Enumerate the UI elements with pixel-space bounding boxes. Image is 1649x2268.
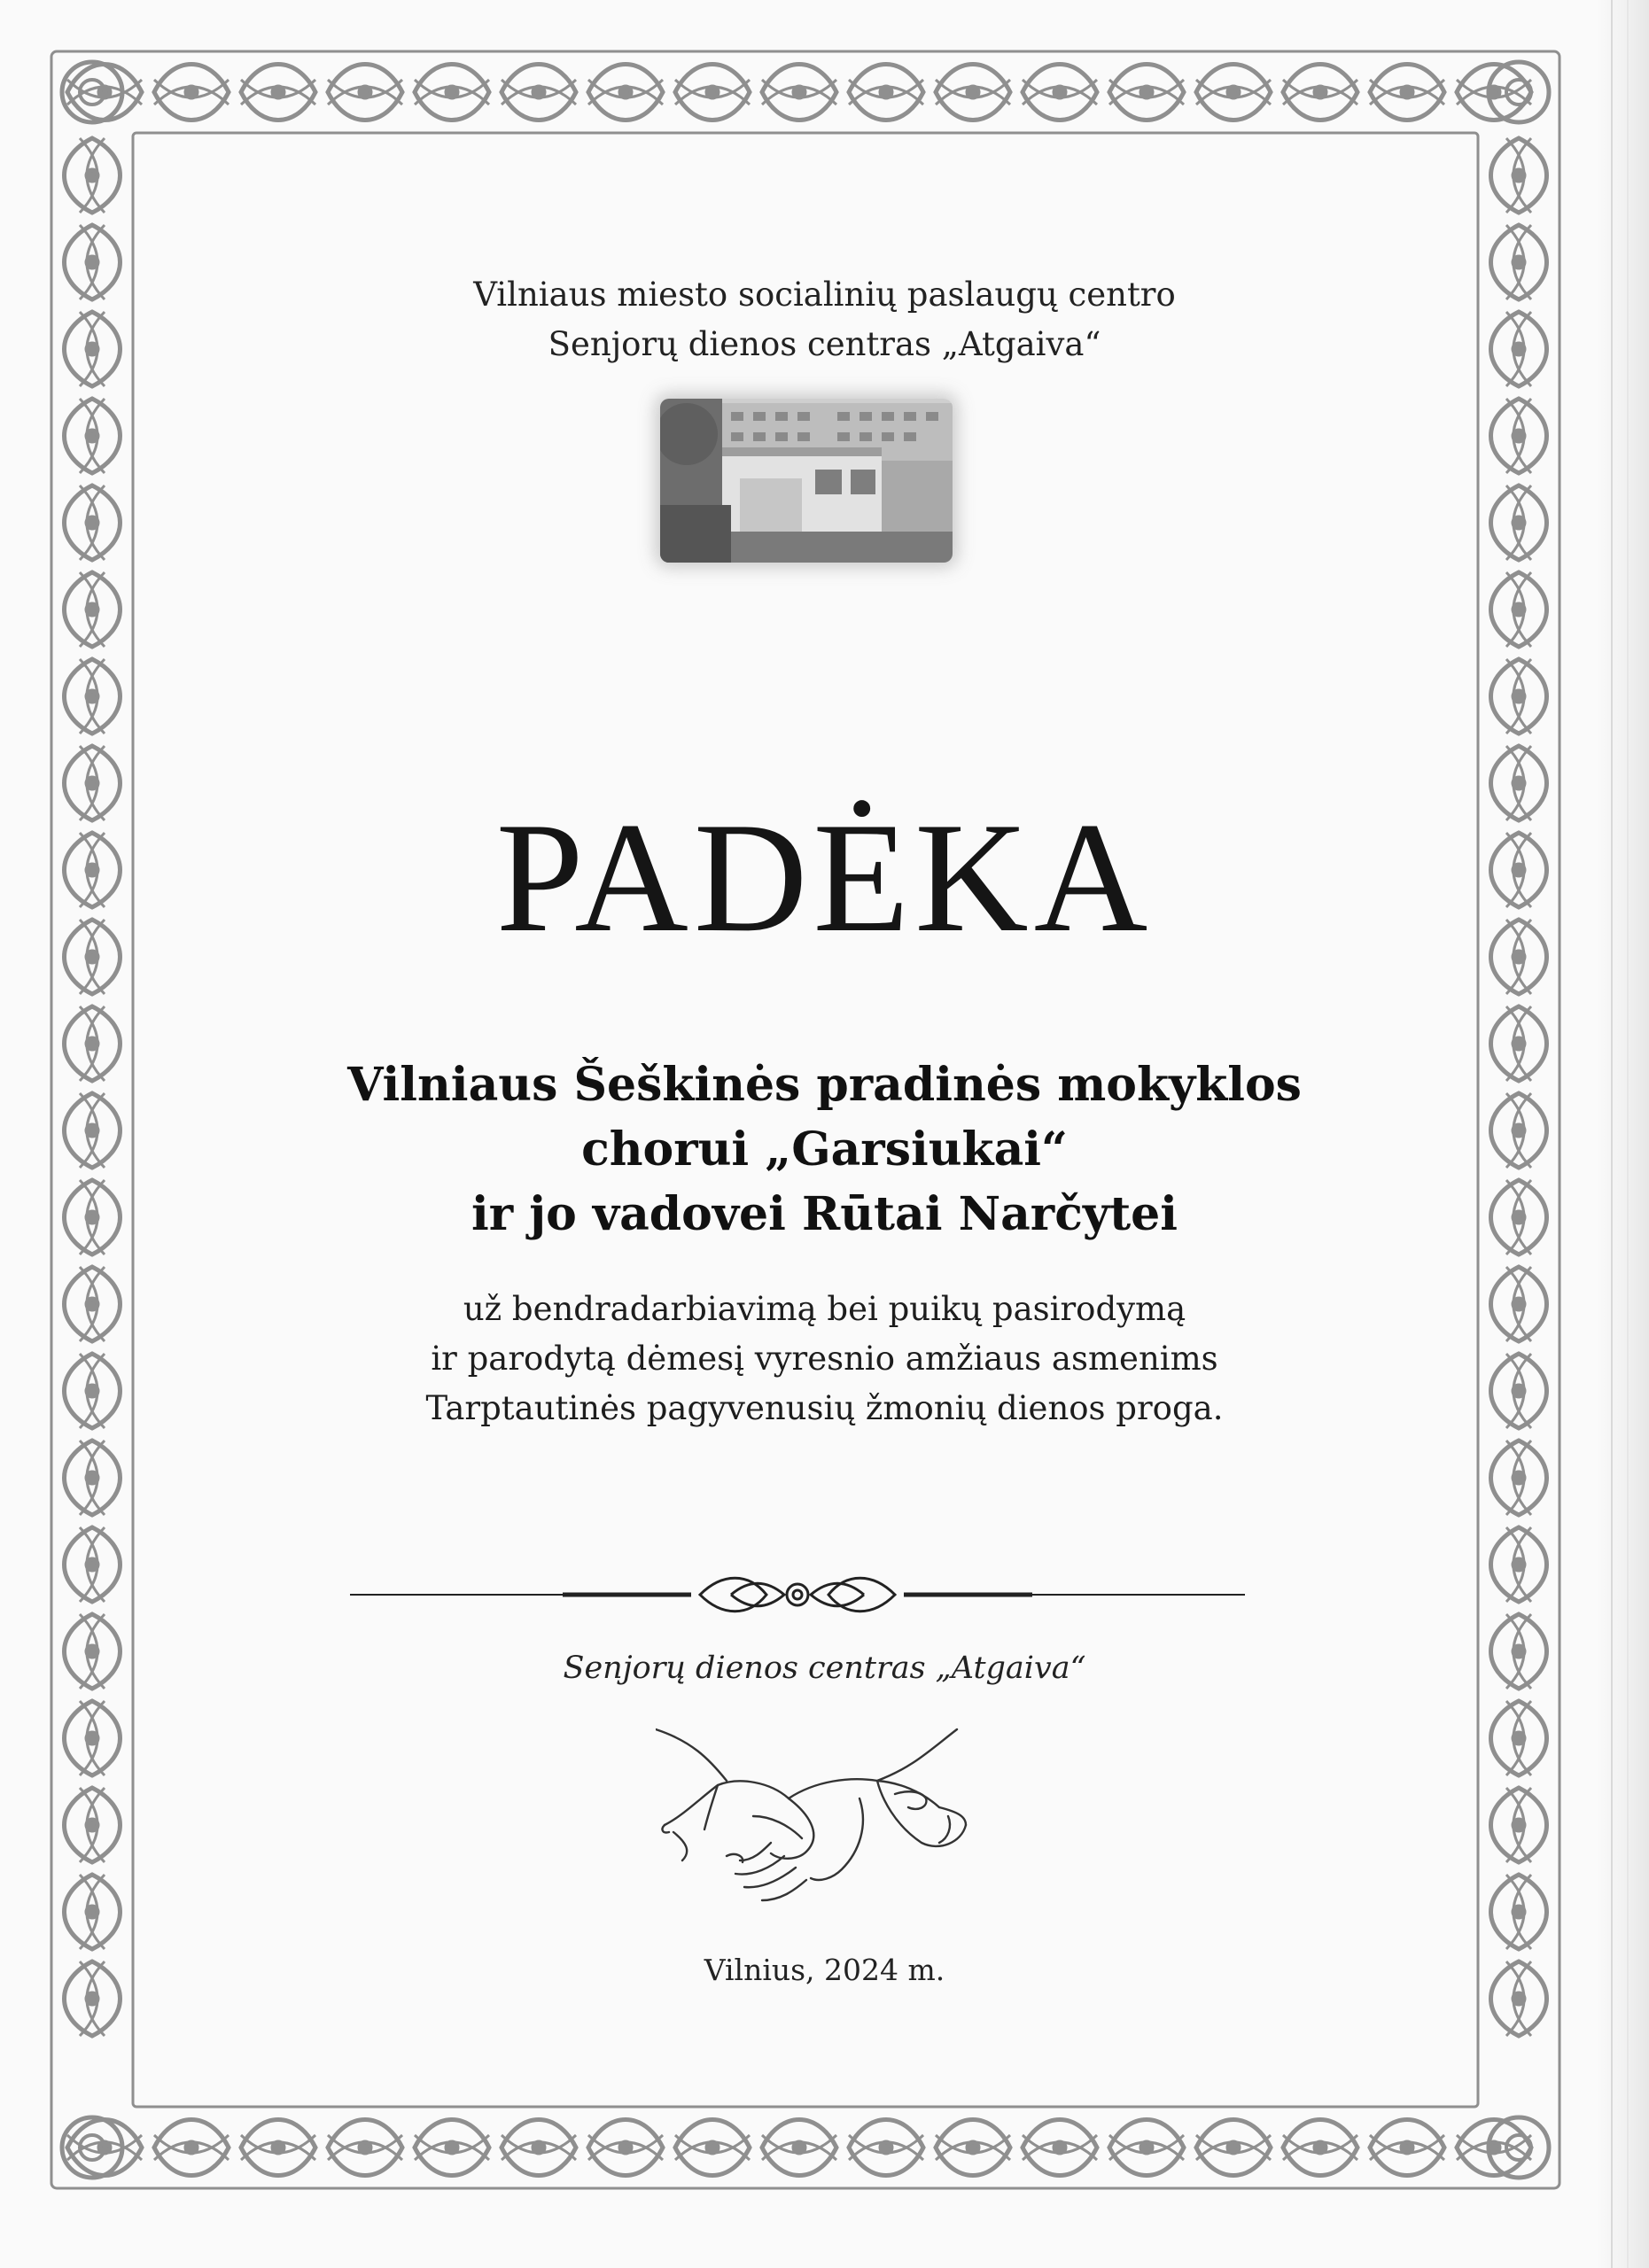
border-knot: [675, 2120, 750, 2176]
place-date: Vilnius, 2024 m.: [704, 1953, 945, 1987]
border-knot: [1196, 2120, 1271, 2176]
border-corner: [62, 62, 122, 122]
border-knot: [154, 2120, 229, 2176]
border-knot: [65, 1875, 121, 1949]
border-knot: [1491, 138, 1547, 213]
recipient-line-3: ir jo vadovei Rūtai Narčytei: [471, 1187, 1178, 1241]
border-knot: [65, 138, 121, 213]
issuer-line-1: Vilniaus miesto socialinių paslaugų centro: [473, 276, 1176, 314]
border-knot: [1370, 65, 1444, 120]
border-knot: [328, 2120, 402, 2176]
border-knot: [65, 485, 121, 560]
recipient-line-2: chorui „Garsiukai“: [581, 1122, 1068, 1177]
handshake-icon: [656, 1728, 975, 1905]
border-knot: [588, 65, 663, 120]
border-knot: [1491, 659, 1547, 734]
border-knot: [1283, 65, 1357, 120]
border-knot: [936, 2120, 1010, 2176]
border-knot: [1023, 65, 1097, 120]
reason-block: [0, 1285, 1649, 1433]
building-photo: [660, 399, 953, 563]
border-knot: [762, 2120, 836, 2176]
border-knot: [1491, 1788, 1547, 1862]
issuer-line-2: Senjorų dienos centras „Atgaiva“: [548, 325, 1101, 363]
border-knot: [849, 65, 923, 120]
border-knot: [1196, 65, 1271, 120]
reason-line-3: Tarptautinės pagyvenusių žmonių dienos proga.: [425, 1389, 1224, 1427]
border-knot: [241, 65, 315, 120]
border-knot: [1109, 2120, 1184, 2176]
border-knot: [65, 659, 121, 734]
signature-line: Senjorų dienos centras „Atgaiva“: [563, 1651, 1086, 1686]
border-knot: [849, 2120, 923, 2176]
border-knot: [1283, 2120, 1357, 2176]
border-corner: [1506, 2135, 1531, 2160]
issuer-header: [0, 270, 1649, 369]
border-knot: [1491, 399, 1547, 473]
border-knot: [1491, 485, 1547, 560]
border-knot: [1491, 1527, 1547, 1602]
border-knot: [762, 65, 836, 120]
border-knot: [415, 2120, 489, 2176]
border-knot: [65, 1527, 121, 1602]
border-knot: [1491, 1441, 1547, 1515]
border-knot: [1370, 2120, 1444, 2176]
border-corner: [1506, 80, 1531, 105]
border-knot: [1023, 2120, 1097, 2176]
border-knot: [65, 399, 121, 473]
border-knot: [1109, 65, 1184, 120]
border-knot: [936, 65, 1010, 120]
border-knot: [1491, 1875, 1547, 1949]
recipient-line-1: Vilniaus Šeškinės pradinės mokyklos: [347, 1058, 1302, 1112]
border-knot: [415, 65, 489, 120]
reason-line-1: už bendradarbiavimą bei puikų pasirodymą: [463, 1290, 1186, 1328]
border-knot: [154, 65, 229, 120]
recipient-block: [0, 1052, 1649, 1247]
border-knot: [65, 572, 121, 647]
border-knot: [502, 65, 576, 120]
border-knot: [588, 2120, 663, 2176]
border-knot: [1491, 1701, 1547, 1775]
ornamental-divider-icon: [350, 1564, 1245, 1626]
border-knot: [65, 1701, 121, 1775]
border-knot: [502, 2120, 576, 2176]
border-knot: [241, 2120, 315, 2176]
reason-line-2: ir parodytą dėmesį vyresnio amžiaus asmenims: [431, 1340, 1218, 1378]
border-knot: [675, 65, 750, 120]
border-corner: [62, 2117, 122, 2178]
border-knot: [328, 65, 402, 120]
certificate-title: PADĖKA: [495, 789, 1154, 965]
border-knot: [65, 1788, 121, 1862]
border-knot: [1491, 572, 1547, 647]
border-knot: [65, 1441, 121, 1515]
